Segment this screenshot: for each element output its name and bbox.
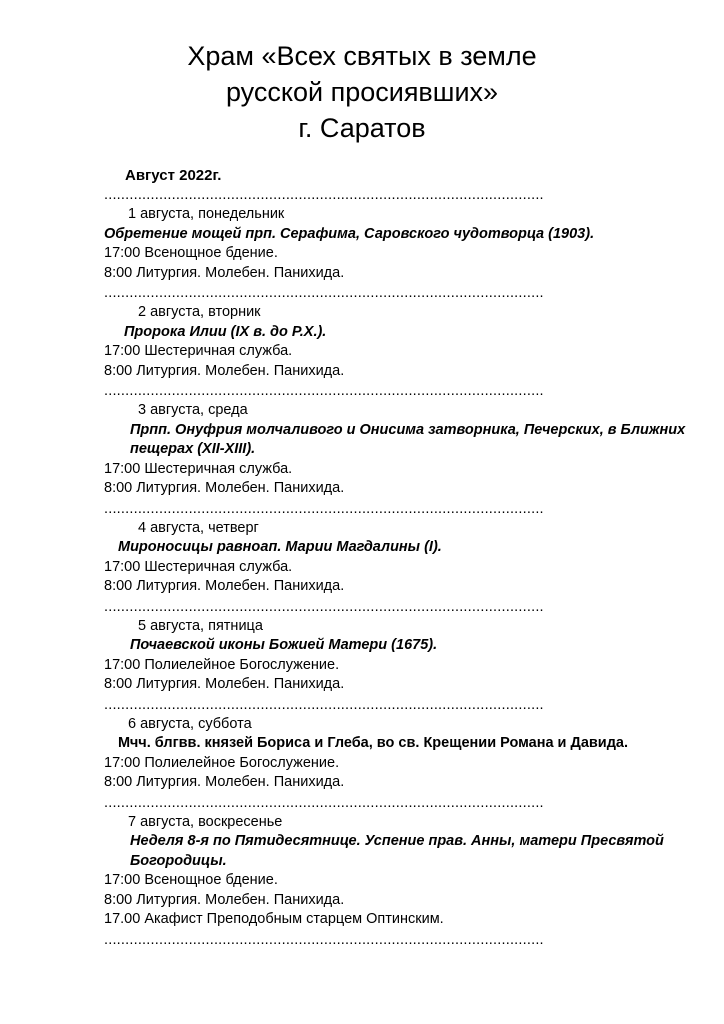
- service-time: 17:00 Шестеричная служба.: [104, 460, 293, 477]
- feast-name: Пророка Илии (IX в. до Р.Х.).: [124, 323, 327, 340]
- service-time: 17:00 Полиелейное Богослужение.: [104, 754, 340, 771]
- feast-name: Прпп. Онуфрия молчаливого и Онисима затворника, Печерских, в Ближних пещерах (XII-XIII).: [130, 421, 686, 457]
- title-line-2: русской просиявших»: [225, 77, 499, 107]
- separator-line: ........................................................................................................: [104, 285, 544, 301]
- separator-line: ........................................................................................................: [104, 794, 544, 811]
- separator-line: ........................................................................................................: [104, 931, 544, 948]
- day-date: 6 августа, суббота: [128, 715, 252, 732]
- service-time: 17.00 Акафист Преподобным старцем Оптинским.: [104, 911, 444, 927]
- service-time: 17:00 Всенощное бдение.: [104, 245, 278, 261]
- service-time: 8:00 Литургия. Молебен. Панихида.: [104, 264, 345, 281]
- feast-name: Мироносицы равноап. Марии Магдалины (I).: [118, 539, 442, 555]
- separator-line: ........................................................................................................: [104, 598, 544, 615]
- separator-line: ........................................................................................................: [104, 187, 544, 203]
- feast-name: Обретение мощей прп. Серафима, Саровского чудотворца (1903).: [104, 225, 595, 242]
- separator-line: ........................................................................................................: [104, 383, 544, 399]
- service-time: 17:00 Полиелейное Богослужение.: [104, 656, 340, 673]
- service-time: 8:00 Литургия. Молебен. Панихида.: [104, 774, 345, 790]
- day-date: 2 августа, вторник: [138, 304, 261, 320]
- month-heading: Август 2022г.: [125, 167, 222, 184]
- day-date: 1 августа, понедельник: [128, 206, 285, 222]
- feast-name: Почаевской иконы Божией Матери (1675).: [130, 637, 438, 653]
- day-date: 3 августа, среда: [138, 402, 248, 418]
- feast-name: Неделя 8-я по Пятидесятнице. Успение прав. Анны, матери Пресвятой Богородицы.: [130, 833, 664, 869]
- day-date: 5 августа, пятница: [138, 617, 263, 634]
- service-time: 17:00 Шестеричная служба.: [104, 558, 293, 575]
- service-time: 8:00 Литургия. Молебен. Панихида.: [104, 578, 345, 594]
- service-time: 17:00 Шестеричная служба.: [104, 343, 293, 359]
- title-line-1: Храм «Всех святых в земле: [187, 41, 537, 71]
- title-line-3: г. Саратов: [298, 113, 426, 143]
- feast-name: Мчч. блгвв. князей Бориса и Глеба, во св. Крещении Романа и Давида.: [118, 735, 629, 751]
- day-entry: [104, 401, 704, 499]
- day-entry: [104, 303, 704, 381]
- service-time: 8:00 Литургия. Молебен. Панихида.: [104, 362, 345, 379]
- service-time: 8:00 Литургия. Молебен. Панихида.: [104, 676, 345, 692]
- page-title: [0, 38, 724, 146]
- day-date: 4 августа, четверг: [138, 519, 259, 536]
- day-date: 7 августа, воскресенье: [128, 813, 283, 830]
- schedule-list: [104, 185, 704, 950]
- separator-line: ........................................................................................................: [104, 696, 544, 713]
- service-time: 17:00 Всенощное бдение.: [104, 872, 278, 888]
- separator-line: ........................................................................................................: [104, 500, 544, 517]
- day-entry: [104, 205, 704, 283]
- day-entry: [104, 715, 704, 793]
- day-entry: [104, 813, 704, 930]
- day-entry: [104, 617, 704, 695]
- service-time: 8:00 Литургия. Молебен. Панихида.: [104, 480, 345, 496]
- day-entry: [104, 519, 704, 597]
- service-time: 8:00 Литургия. Молебен. Панихида.: [104, 891, 345, 908]
